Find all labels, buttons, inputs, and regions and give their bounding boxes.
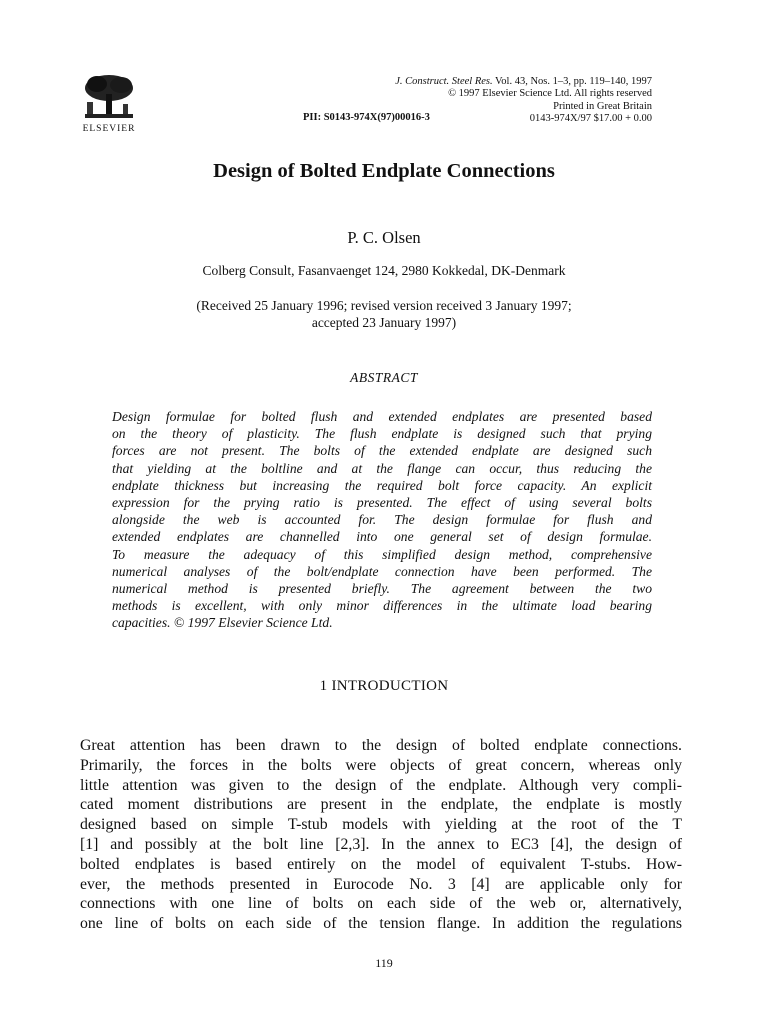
abstract-line: alongside the web is accounted for. The design formulae for flush and [112, 512, 652, 528]
body-line: Great attention has been drawn to the design of bolted endplate connections. [80, 737, 682, 754]
received-line: (Received 25 January 1996; revised version received 3 January 1997; [196, 298, 572, 313]
copyright-line: © 1997 Elsevier Science Ltd. All rights reserved [448, 88, 652, 100]
abstract-line: numerical analyses of the bolt/endplate connection have been performed. The [112, 563, 652, 579]
author-name: P. C. Olsen [347, 228, 421, 247]
body-line: cated moment distributions are present in the endplate, the endplate is mostly [80, 796, 682, 814]
abstract-line: on the theory of plasticity. The flush endplate is designed such that prying [112, 426, 652, 442]
abstract-text [112, 408, 652, 632]
abstract-line: forces are not present. The bolts of the extended endplate are designed such [112, 443, 652, 459]
abstract-line: methods is excellent, with only minor differences in the ultimate load bearing [112, 598, 652, 614]
received-dates [0, 297, 768, 331]
section-heading-introduction: 1 INTRODUCTION [319, 678, 449, 694]
abstract-line: Design formulae for bolted flush and extended endplates are presented based [112, 409, 652, 424]
body-line: designed based on simple T-stub models with yielding at the root of the T [80, 816, 682, 834]
journal-info [322, 76, 652, 126]
abstract-line: that yielding at the boltline and at the flange can occur, thus reducing the [112, 460, 652, 476]
author-affiliation: Colberg Consult, Fasanvaenget 124, 2980 Kokkedal, DK-Denmark [202, 263, 566, 278]
body-line: bolted endplates is based entirely on the model of equivalent T-stubs. How- [80, 855, 682, 873]
abstract-line: numerical method is presented briefly. The agreement between the two [112, 581, 652, 597]
body-line: [1] and possibly at the bolt line [2,3]. In the annex to EC3 [4], the design of [80, 835, 682, 853]
body-line: ever, the methods presented in Eurocode No. 3 [4] are applicable only for [80, 875, 682, 893]
abstract-heading: ABSTRACT [350, 370, 418, 385]
abstract-line: expression for the prying ratio is presented. The effect of using several bolts [112, 495, 652, 511]
printed-line: Printed in Great Britain [553, 100, 652, 112]
abstract-line: To measure the adequacy of this simplified design method, comprehensive [112, 546, 652, 562]
abstract-line: capacities. © 1997 Elsevier Science Ltd. [112, 615, 333, 631]
abstract-line: extended endplates are channelled into one general set of design formulae. [112, 529, 652, 545]
issn-price-line: 0143-974X/97 $17.00 + 0.00 [529, 113, 652, 125]
body-line: Primarily, the forces in the bolts were objects of great concern, whereas only [80, 756, 682, 774]
publisher-name: ELSEVIER [82, 124, 136, 134]
accepted-line: accepted 23 January 1997) [311, 315, 457, 330]
tree-icon [79, 72, 139, 122]
journal-name: J. Construct. Steel Res. [395, 76, 493, 87]
abstract-line: endplate thickness but increasing the required bolt force capacity. An explicit [112, 477, 652, 493]
article-title: Design of Bolted Endplate Connections [213, 160, 555, 182]
journal-citation: Vol. 43, Nos. 1–3, pp. 119–140, 1997 [492, 76, 652, 87]
journal-citation-line [322, 76, 652, 88]
page-number: 119 [375, 956, 393, 970]
body-line: one line of bolts on each side of the tension flange. In addition the regulations [80, 915, 682, 933]
introduction-text [80, 736, 682, 934]
body-line: little attention was given to the design of the endplate. Although very compli- [80, 776, 682, 794]
body-line: connections with one line of bolts on each side of the web or, alternatively, [80, 895, 682, 913]
pii-code: PII: S0143-974X(97)00016-3 [303, 112, 430, 123]
elsevier-logo [76, 72, 142, 134]
